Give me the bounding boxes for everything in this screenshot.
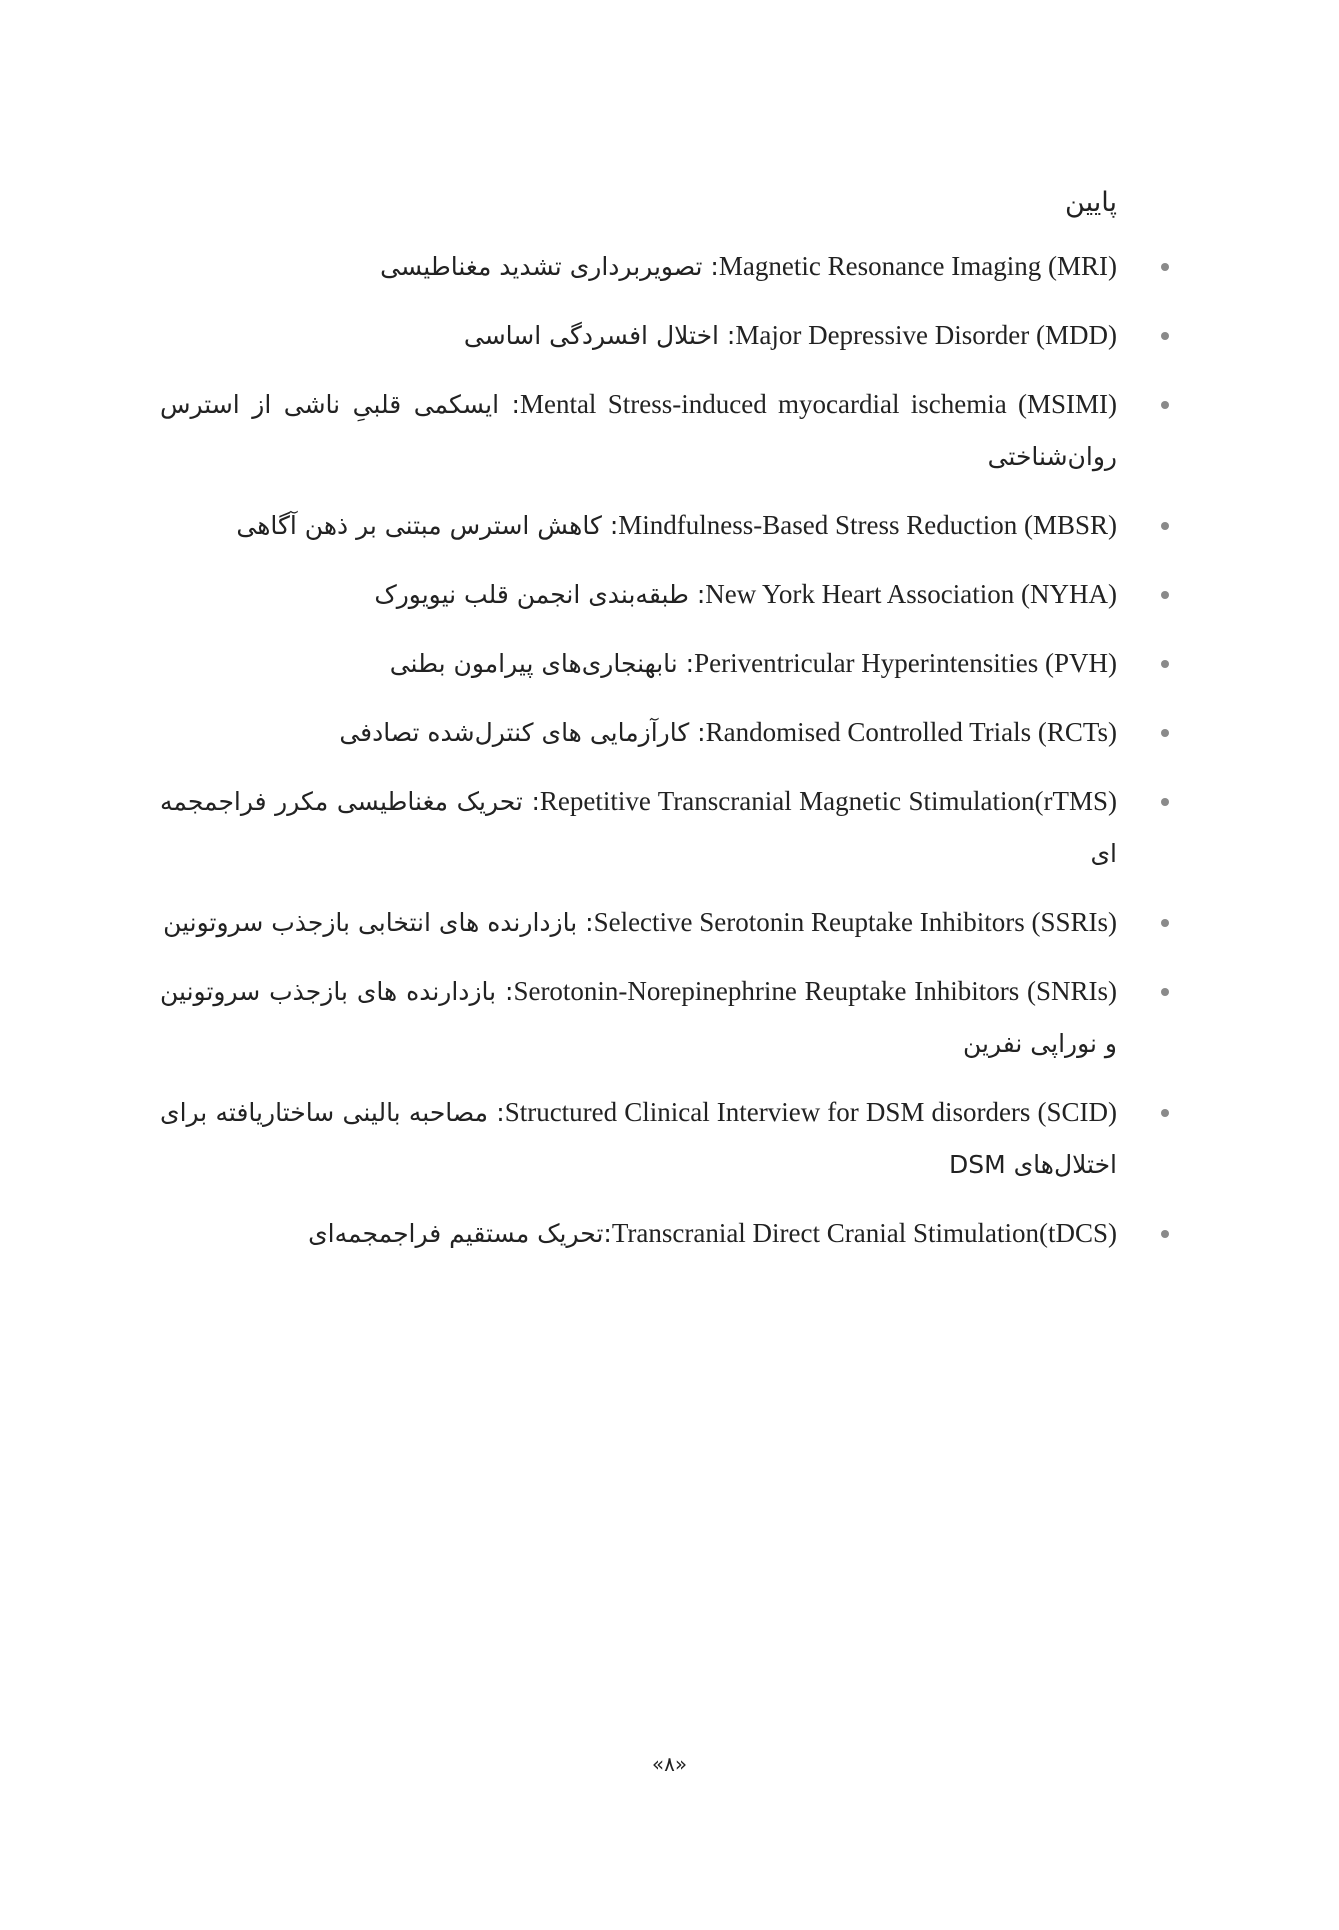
persian-definition: : نابهنجاری‌های پیرامون بطنی: [389, 649, 695, 678]
english-term: Mindfulness-Based Stress Reduction (MBSR): [618, 510, 1117, 540]
bullet-icon: [1161, 798, 1169, 806]
page-number: «۸»: [651, 1752, 688, 1776]
persian-definition: : اختلال افسردگی اساسی: [463, 321, 736, 350]
english-term: Major Depressive Disorder (MDD): [735, 320, 1117, 350]
bullet-icon: [1161, 1109, 1169, 1117]
bullet-icon: [1161, 1230, 1169, 1238]
persian-definition: : ایسکمی قلبیِ ناشی از استرس روان‌شناختی: [160, 390, 1117, 471]
english-term: Randomised Controlled Trials (RCTs): [705, 717, 1117, 747]
bullet-icon: [1161, 522, 1169, 530]
list-item-mbsr: [160, 499, 1117, 552]
persian-definition: : تحریک مغناطیسی مکرر فراجمجمه ای: [160, 787, 1117, 868]
list-item-mri: [160, 240, 1117, 293]
english-term: Selective Serotonin Reuptake Inhibitors (SSRIs): [593, 907, 1117, 937]
bullet-icon: [1161, 591, 1169, 599]
english-term: Transcranial Direct Cranial Stimulation(tDCS): [611, 1218, 1117, 1248]
bullet-icon: [1161, 263, 1169, 271]
persian-definition: : مصاحبه بالینی ساختاریافته برای اختلال‌های DSM: [160, 1098, 1117, 1179]
english-term: Repetitive Transcranial Magnetic Stimulation(rTMS): [539, 786, 1117, 816]
list-item-mdd: [160, 309, 1117, 362]
bullet-icon: [1161, 660, 1169, 668]
persian-definition: : کارآزمایی های کنترل‌شده تصادفی: [339, 718, 706, 747]
list-item-nyha: [160, 568, 1117, 621]
bullet-icon: [1161, 919, 1169, 927]
persian-definition: :تحریک مستقیم فراجمجمه‌ای: [308, 1219, 612, 1248]
english-term: Periventricular Hyperintensities (PVH): [694, 648, 1117, 678]
list-item-msimi: [160, 378, 1117, 483]
list-item-pvh: [160, 637, 1117, 690]
persian-definition: : بازدارنده های انتخابی بازجذب سروتونین: [163, 908, 594, 937]
list-item-tdcs: [160, 1207, 1117, 1260]
english-term: Serotonin-Norepinephrine Reuptake Inhibitors (SNRIs): [513, 976, 1117, 1006]
list-item-rtms: [160, 775, 1117, 880]
list-item-ssris: [160, 896, 1117, 949]
persian-definition: : تصویربرداری تشدید مغناطیسی: [380, 252, 719, 281]
bullet-icon: [1161, 988, 1169, 996]
continuation-text: پایین: [1065, 187, 1117, 218]
bullet-icon: [1161, 401, 1169, 409]
english-term: Magnetic Resonance Imaging (MRI): [718, 251, 1117, 281]
persian-definition: : بازدارنده های بازجذب سروتونین و نوراپی نفرین: [160, 977, 1117, 1058]
persian-definition: : کاهش استرس مبتنی بر ذهن آگاهی: [236, 511, 619, 540]
english-term: Mental Stress-induced myocardial ischemia (MSIMI): [519, 389, 1117, 419]
english-term: New York Heart Association (NYHA): [705, 579, 1117, 609]
list-item-snris: [160, 965, 1117, 1070]
bullet-icon: [1161, 729, 1169, 737]
english-term: Structured Clinical Interview for DSM disorders (SCID): [504, 1097, 1117, 1127]
bullet-icon: [1161, 332, 1169, 340]
abbreviation-list: [160, 240, 1117, 1276]
list-item-scid: [160, 1086, 1117, 1191]
list-item-rcts: [160, 706, 1117, 759]
persian-definition: : طبقه‌بندی انجمن قلب نیویورک: [374, 580, 706, 609]
